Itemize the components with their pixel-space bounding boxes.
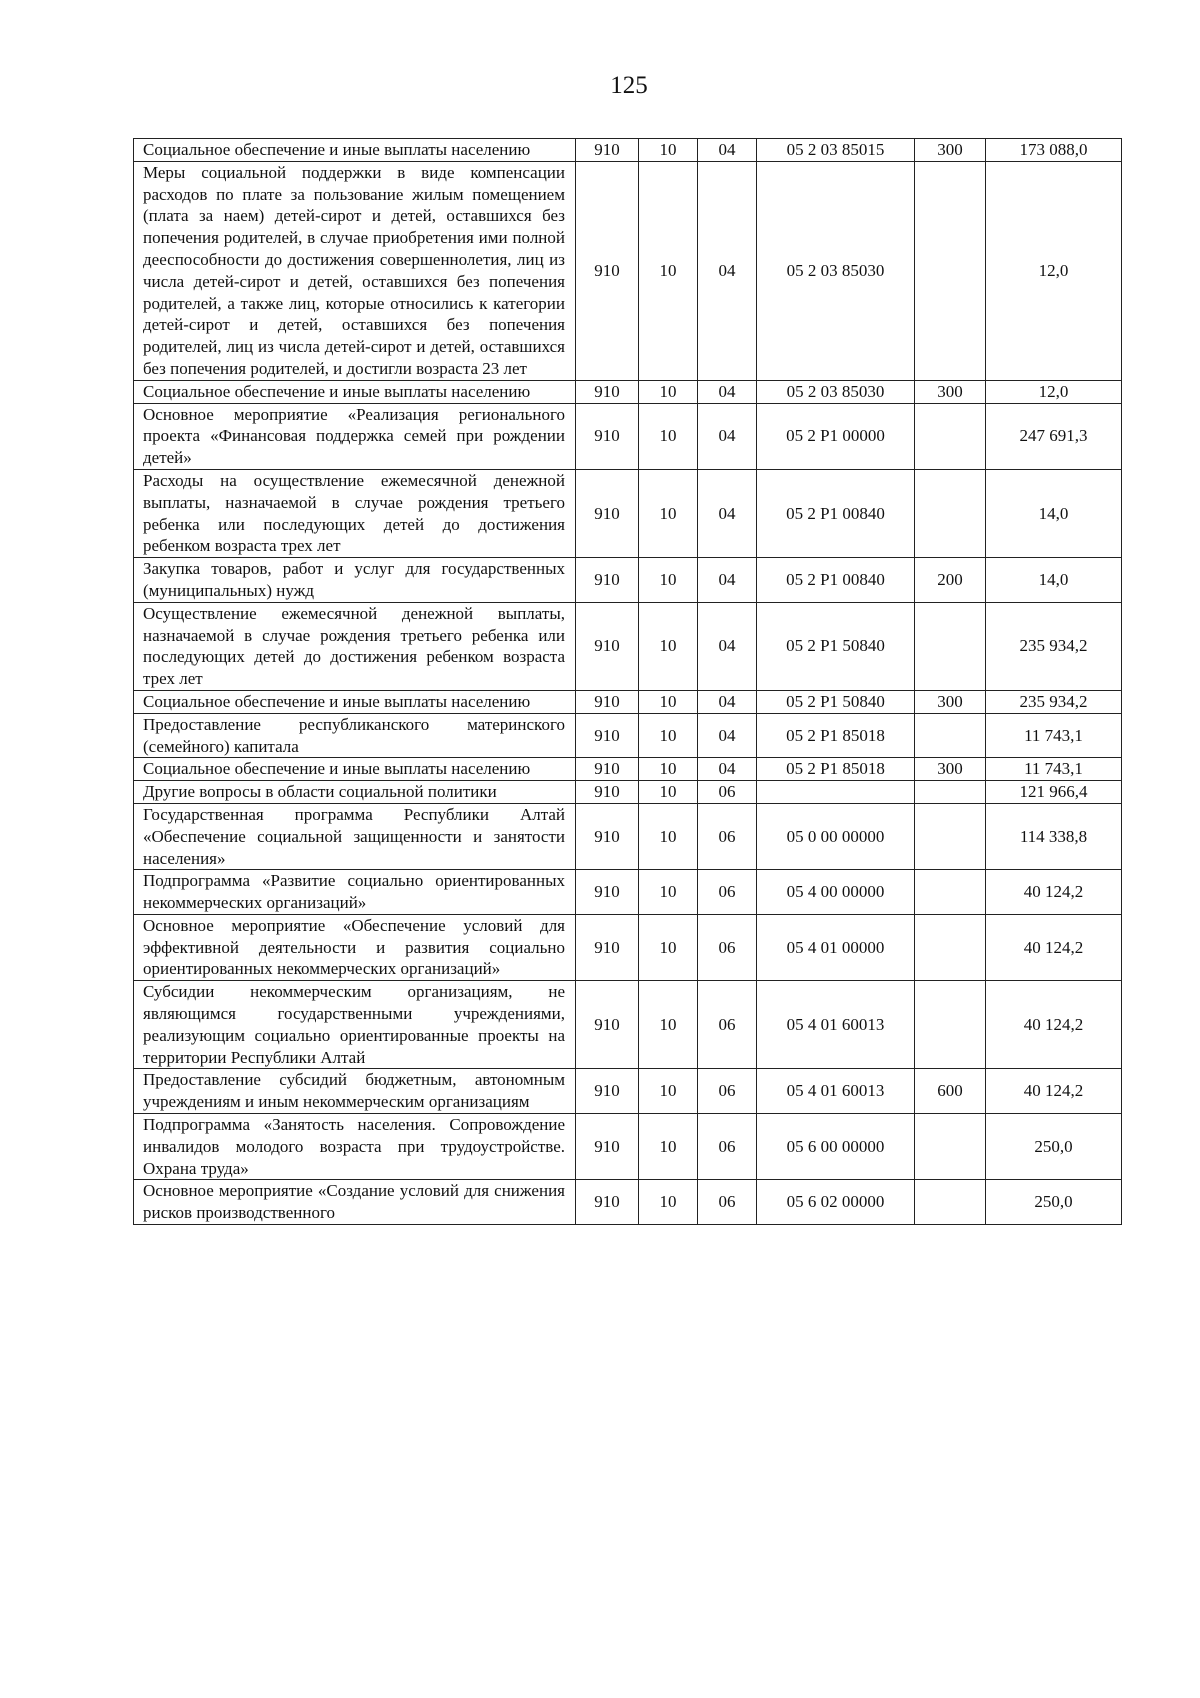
item-name-cell: Другие вопросы в области социальной политики bbox=[134, 781, 576, 804]
target-article-cell: 05 4 01 00000 bbox=[757, 914, 915, 980]
table-row bbox=[134, 558, 1122, 603]
expense-type-cell bbox=[915, 870, 986, 915]
item-name-cell: Социальное обеспечение и иные выплаты населению bbox=[134, 690, 576, 713]
expense-type-cell: 200 bbox=[915, 558, 986, 603]
table-row bbox=[134, 602, 1122, 690]
table-row bbox=[134, 870, 1122, 915]
item-name-cell: Расходы на осуществление ежемесячной денежной выплаты, назначаемой в случае рождения третьего ребенка или последующих детей до достижения ребенком возраста трех лет bbox=[134, 469, 576, 557]
expense-type-cell: 300 bbox=[915, 690, 986, 713]
section-code-cell: 10 bbox=[639, 1069, 698, 1114]
section-code-cell: 10 bbox=[639, 139, 698, 162]
subsection-code-cell: 06 bbox=[698, 803, 757, 869]
target-article-cell: 05 2 03 85030 bbox=[757, 380, 915, 403]
item-name-cell: Социальное обеспечение и иные выплаты населению bbox=[134, 380, 576, 403]
expense-type-cell bbox=[915, 403, 986, 469]
section-code-cell: 10 bbox=[639, 469, 698, 557]
table-body bbox=[134, 139, 1122, 1225]
table-row bbox=[134, 469, 1122, 557]
target-article-cell: 05 2 Р1 00840 bbox=[757, 558, 915, 603]
target-article-cell: 05 2 Р1 50840 bbox=[757, 602, 915, 690]
amount-cell: 14,0 bbox=[986, 469, 1122, 557]
grbs-code-cell: 910 bbox=[576, 403, 639, 469]
target-article-cell: 05 2 Р1 85018 bbox=[757, 758, 915, 781]
section-code-cell: 10 bbox=[639, 1180, 698, 1225]
table-row bbox=[134, 403, 1122, 469]
subsection-code-cell: 04 bbox=[698, 558, 757, 603]
grbs-code-cell: 910 bbox=[576, 602, 639, 690]
expense-type-cell: 300 bbox=[915, 758, 986, 781]
expense-type-cell bbox=[915, 781, 986, 804]
section-code-cell: 10 bbox=[639, 981, 698, 1069]
amount-cell: 40 124,2 bbox=[986, 1069, 1122, 1114]
section-code-cell: 10 bbox=[639, 870, 698, 915]
target-article-cell: 05 2 Р1 00840 bbox=[757, 469, 915, 557]
target-article-cell: 05 2 Р1 00000 bbox=[757, 403, 915, 469]
amount-cell: 121 966,4 bbox=[986, 781, 1122, 804]
amount-cell: 11 743,1 bbox=[986, 758, 1122, 781]
item-name-cell: Социальное обеспечение и иные выплаты населению bbox=[134, 758, 576, 781]
subsection-code-cell: 06 bbox=[698, 1180, 757, 1225]
subsection-code-cell: 06 bbox=[698, 781, 757, 804]
expense-type-cell: 600 bbox=[915, 1069, 986, 1114]
target-article-cell: 05 4 01 60013 bbox=[757, 1069, 915, 1114]
grbs-code-cell: 910 bbox=[576, 870, 639, 915]
subsection-code-cell: 06 bbox=[698, 1069, 757, 1114]
section-code-cell: 10 bbox=[639, 380, 698, 403]
amount-cell: 250,0 bbox=[986, 1114, 1122, 1180]
amount-cell: 11 743,1 bbox=[986, 713, 1122, 758]
section-code-cell: 10 bbox=[639, 558, 698, 603]
section-code-cell: 10 bbox=[639, 781, 698, 804]
item-name-cell: Основное мероприятие «Создание условий для снижения рисков производственного bbox=[134, 1180, 576, 1225]
subsection-code-cell: 06 bbox=[698, 1114, 757, 1180]
subsection-code-cell: 04 bbox=[698, 713, 757, 758]
subsection-code-cell: 04 bbox=[698, 758, 757, 781]
amount-cell: 247 691,3 bbox=[986, 403, 1122, 469]
section-code-cell: 10 bbox=[639, 758, 698, 781]
amount-cell: 250,0 bbox=[986, 1180, 1122, 1225]
grbs-code-cell: 910 bbox=[576, 161, 639, 380]
expense-type-cell: 300 bbox=[915, 139, 986, 162]
grbs-code-cell: 910 bbox=[576, 1180, 639, 1225]
grbs-code-cell: 910 bbox=[576, 758, 639, 781]
target-article-cell: 05 2 03 85030 bbox=[757, 161, 915, 380]
table-row bbox=[134, 380, 1122, 403]
table-row bbox=[134, 1069, 1122, 1114]
grbs-code-cell: 910 bbox=[576, 380, 639, 403]
target-article-cell: 05 4 00 00000 bbox=[757, 870, 915, 915]
table-row bbox=[134, 803, 1122, 869]
amount-cell: 12,0 bbox=[986, 161, 1122, 380]
grbs-code-cell: 910 bbox=[576, 713, 639, 758]
item-name-cell: Предоставление республиканского материнского (семейного) капитала bbox=[134, 713, 576, 758]
amount-cell: 14,0 bbox=[986, 558, 1122, 603]
amount-cell: 235 934,2 bbox=[986, 690, 1122, 713]
budget-table bbox=[133, 138, 1122, 1225]
table-row bbox=[134, 161, 1122, 380]
item-name-cell: Государственная программа Республики Алтай «Обеспечение социальной защищенности и занятости населения» bbox=[134, 803, 576, 869]
section-code-cell: 10 bbox=[639, 161, 698, 380]
subsection-code-cell: 04 bbox=[698, 403, 757, 469]
section-code-cell: 10 bbox=[639, 803, 698, 869]
expense-type-cell bbox=[915, 1180, 986, 1225]
section-code-cell: 10 bbox=[639, 602, 698, 690]
subsection-code-cell: 06 bbox=[698, 914, 757, 980]
table-row bbox=[134, 690, 1122, 713]
grbs-code-cell: 910 bbox=[576, 781, 639, 804]
expense-type-cell bbox=[915, 803, 986, 869]
target-article-cell: 05 2 Р1 50840 bbox=[757, 690, 915, 713]
target-article-cell: 05 2 03 85015 bbox=[757, 139, 915, 162]
table-row bbox=[134, 781, 1122, 804]
grbs-code-cell: 910 bbox=[576, 981, 639, 1069]
table-row bbox=[134, 981, 1122, 1069]
table-row bbox=[134, 1114, 1122, 1180]
section-code-cell: 10 bbox=[639, 690, 698, 713]
grbs-code-cell: 910 bbox=[576, 1114, 639, 1180]
expense-type-cell bbox=[915, 981, 986, 1069]
subsection-code-cell: 04 bbox=[698, 161, 757, 380]
section-code-cell: 10 bbox=[639, 1114, 698, 1180]
amount-cell: 173 088,0 bbox=[986, 139, 1122, 162]
grbs-code-cell: 910 bbox=[576, 1069, 639, 1114]
table-row bbox=[134, 758, 1122, 781]
item-name-cell: Основное мероприятие «Реализация регионального проекта «Финансовая поддержка семей при рождении детей» bbox=[134, 403, 576, 469]
page-number: 125 bbox=[610, 72, 648, 99]
target-article-cell: 05 0 00 00000 bbox=[757, 803, 915, 869]
grbs-code-cell: 910 bbox=[576, 914, 639, 980]
target-article-cell: 05 6 00 00000 bbox=[757, 1114, 915, 1180]
expense-type-cell bbox=[915, 469, 986, 557]
item-name-cell: Субсидии некоммерческим организациям, не являющимся государственными учреждениями, реализующим социально ориентированные проекты на территории Республики Алтай bbox=[134, 981, 576, 1069]
expense-type-cell bbox=[915, 161, 986, 380]
item-name-cell: Основное мероприятие «Обеспечение условий для эффективной деятельности и развития социально ориентированных некоммерческих организаций» bbox=[134, 914, 576, 980]
section-code-cell: 10 bbox=[639, 914, 698, 980]
target-article-cell: 05 2 Р1 85018 bbox=[757, 713, 915, 758]
expense-type-cell: 300 bbox=[915, 380, 986, 403]
expense-type-cell bbox=[915, 602, 986, 690]
amount-cell: 40 124,2 bbox=[986, 981, 1122, 1069]
grbs-code-cell: 910 bbox=[576, 558, 639, 603]
amount-cell: 114 338,8 bbox=[986, 803, 1122, 869]
subsection-code-cell: 04 bbox=[698, 139, 757, 162]
amount-cell: 12,0 bbox=[986, 380, 1122, 403]
subsection-code-cell: 04 bbox=[698, 690, 757, 713]
table-row bbox=[134, 139, 1122, 162]
item-name-cell: Меры социальной поддержки в виде компенсации расходов по плате за пользование жилым помещением (плата за наем) детей-сирот и детей, оставшихся без попечения родителей, в случае приобретения ими полной дееспособности до достижения совершеннолетия, лиц из числа детей-сирот и детей, оставшихся без попечения родителей, а также лиц, которые относились к категории детей-сирот и детей, оставшихся без попечения родителей, лиц из числа детей-сирот и детей, оставшихся без попечения родителей, и достигли возраста 23 лет bbox=[134, 161, 576, 380]
grbs-code-cell: 910 bbox=[576, 690, 639, 713]
target-article-cell: 05 4 01 60013 bbox=[757, 981, 915, 1069]
grbs-code-cell: 910 bbox=[576, 139, 639, 162]
item-name-cell: Подпрограмма «Занятость населения. Сопровождение инвалидов молодого возраста при трудоустройстве. Охрана труда» bbox=[134, 1114, 576, 1180]
section-code-cell: 10 bbox=[639, 403, 698, 469]
subsection-code-cell: 04 bbox=[698, 602, 757, 690]
subsection-code-cell: 04 bbox=[698, 469, 757, 557]
table-row bbox=[134, 914, 1122, 980]
expense-type-cell bbox=[915, 1114, 986, 1180]
grbs-code-cell: 910 bbox=[576, 803, 639, 869]
table-row bbox=[134, 1180, 1122, 1225]
table-row bbox=[134, 713, 1122, 758]
amount-cell: 235 934,2 bbox=[986, 602, 1122, 690]
target-article-cell bbox=[757, 781, 915, 804]
grbs-code-cell: 910 bbox=[576, 469, 639, 557]
subsection-code-cell: 04 bbox=[698, 380, 757, 403]
item-name-cell: Подпрограмма «Развитие социально ориентированных некоммерческих организаций» bbox=[134, 870, 576, 915]
amount-cell: 40 124,2 bbox=[986, 914, 1122, 980]
subsection-code-cell: 06 bbox=[698, 981, 757, 1069]
section-code-cell: 10 bbox=[639, 713, 698, 758]
amount-cell: 40 124,2 bbox=[986, 870, 1122, 915]
expense-type-cell bbox=[915, 914, 986, 980]
subsection-code-cell: 06 bbox=[698, 870, 757, 915]
item-name-cell: Предоставление субсидий бюджетным, автономным учреждениям и иным некоммерческим организациям bbox=[134, 1069, 576, 1114]
target-article-cell: 05 6 02 00000 bbox=[757, 1180, 915, 1225]
expense-type-cell bbox=[915, 713, 986, 758]
item-name-cell: Осуществление ежемесячной денежной выплаты, назначаемой в случае рождения третьего ребенка или последующих детей до достижения ребенком возраста трех лет bbox=[134, 602, 576, 690]
item-name-cell: Закупка товаров, работ и услуг для государственных (муниципальных) нужд bbox=[134, 558, 576, 603]
item-name-cell: Социальное обеспечение и иные выплаты населению bbox=[134, 139, 576, 162]
